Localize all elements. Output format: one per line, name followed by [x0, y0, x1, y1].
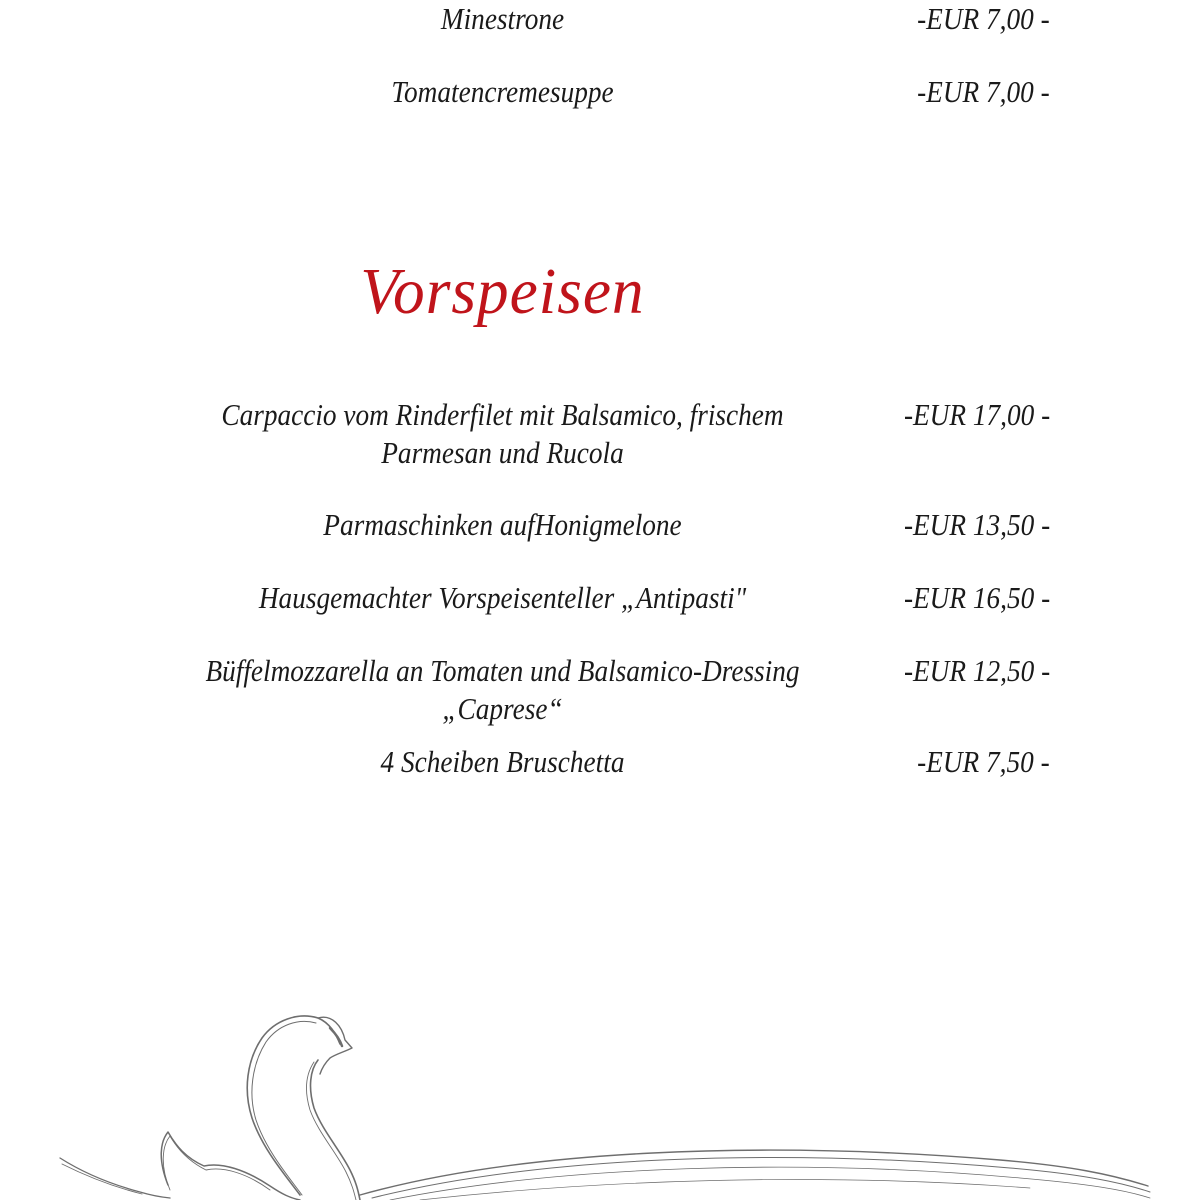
dish-name-line: Büffelmozzarella an Tomaten und Balsamico-Dressing	[205, 653, 800, 688]
dish-price: -EUR 17,00 -	[903, 397, 1050, 432]
dish-name: Hausgemachter Vorspeisenteller „Antipasti"	[258, 580, 747, 615]
dish-name	[184, 396, 822, 472]
dish-name: 4 Scheiben Bruschetta	[380, 744, 625, 779]
dish-name-line: Parmesan und Rucola	[381, 435, 624, 470]
dish-name-line: Carpaccio vom Rinderfilet mit Balsamico, frischem	[221, 397, 784, 432]
dish-price: -EUR 7,50 -	[917, 744, 1050, 779]
dish-price: -EUR 16,50 -	[903, 580, 1050, 615]
section-title: Vorspeisen	[360, 255, 645, 328]
dish-name: Parmaschinken aufHonigmelone	[323, 507, 682, 542]
dish-price: -EUR 7,00 -	[917, 74, 1050, 109]
swan-sketch-icon	[0, 990, 1200, 1200]
dish-name-line: „Caprese“	[442, 691, 563, 726]
dish-name	[184, 652, 822, 728]
dish-price: -EUR 7,00 -	[917, 1, 1050, 36]
dish-price: -EUR 13,50 -	[903, 507, 1050, 542]
dish-name: Minestrone	[440, 1, 565, 36]
dish-price: -EUR 12,50 -	[903, 653, 1050, 688]
dish-name: Tomatencremesuppe	[391, 74, 614, 109]
